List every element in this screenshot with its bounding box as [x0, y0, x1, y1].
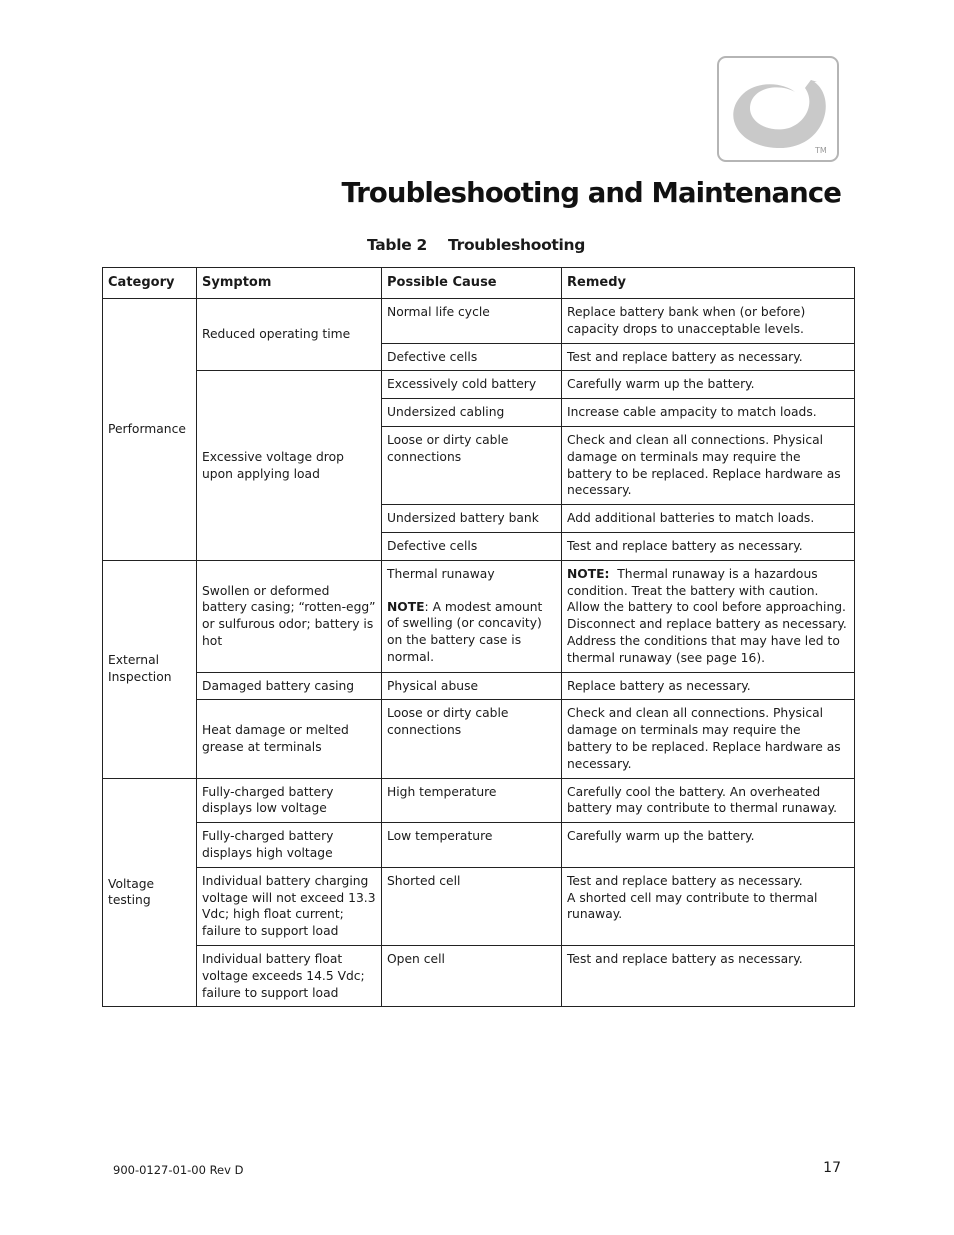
table-row	[103, 823, 855, 868]
header-category: Category	[103, 268, 197, 299]
page-number: 17	[823, 1160, 841, 1176]
symptom-cell: Individual battery float voltage exceeds 14.5 Vdc; failure to support load	[197, 945, 382, 1006]
symptom-cell: Swollen or deformed battery casing; “rotten-egg” or sulfurous odor; battery is hot	[197, 560, 382, 672]
cause-cell: Loose or dirty cable connections	[382, 700, 562, 778]
note-text: : A modest amount of swelling (or concavity) on the battery case is normal.	[387, 599, 543, 664]
company-logo	[717, 56, 839, 162]
cause-text: Thermal runaway	[387, 566, 495, 581]
table-row	[103, 672, 855, 700]
remedy-extra-text: A shorted cell may contribute to thermal runaway.	[567, 890, 818, 922]
remedy-text: Test and replace battery as necessary.	[567, 873, 803, 888]
remedy-text: Thermal runaway is a hazardous condition. Treat the battery with caution. Allow the battery to cool before approaching. Disconnect and replace battery as necessary. Address the conditions that may have led to thermal runaway (see page 16).	[567, 566, 847, 665]
cause-cell: High temperature	[382, 778, 562, 823]
note-label: NOTE	[387, 599, 425, 614]
cause-cell: Undersized battery bank	[382, 505, 562, 533]
remedy-cell	[562, 560, 855, 672]
table-row	[103, 700, 855, 778]
symptom-cell: Damaged battery casing	[197, 672, 382, 700]
remedy-cell	[562, 867, 855, 945]
symptom-cell: Excessive voltage drop upon applying load	[197, 371, 382, 560]
note-label: NOTE:	[567, 566, 610, 581]
symptom-cell: Fully-charged battery displays low voltage	[197, 778, 382, 823]
remedy-cell: Test and replace battery as necessary.	[562, 343, 855, 371]
logo-swirl-icon	[719, 58, 837, 160]
remedy-cell: Test and replace battery as necessary.	[562, 532, 855, 560]
table-number: Table 2	[367, 236, 428, 254]
category-cell: External Inspection	[103, 560, 197, 778]
remedy-cell: Carefully warm up the battery.	[562, 371, 855, 399]
cause-cell: Open cell	[382, 945, 562, 1006]
cause-cell	[382, 560, 562, 672]
remedy-cell: Test and replace battery as necessary.	[562, 945, 855, 1006]
remedy-cell: Check and clean all connections. Physical damage on terminals may require the battery to be replaced. Replace hardware as necessary.	[562, 700, 855, 778]
table-row	[103, 371, 855, 399]
symptom-cell: Fully-charged battery displays high voltage	[197, 823, 382, 868]
troubleshooting-table	[102, 267, 855, 1007]
symptom-cell: Heat damage or melted grease at terminals	[197, 700, 382, 778]
symptom-cell: Reduced operating time	[197, 299, 382, 371]
table-header-row	[103, 268, 855, 299]
cause-cell: Low temperature	[382, 823, 562, 868]
header-possible-cause: Possible Cause	[382, 268, 562, 299]
table-caption	[367, 236, 585, 254]
cause-cell: Physical abuse	[382, 672, 562, 700]
page-title: Troubleshooting and Maintenance	[341, 177, 841, 209]
remedy-cell: Replace battery as necessary.	[562, 672, 855, 700]
table-row	[103, 299, 855, 344]
header-symptom: Symptom	[197, 268, 382, 299]
remedy-cell: Increase cable ampacity to match loads.	[562, 399, 855, 427]
document-number: 900-0127-01-00 Rev D	[113, 1163, 244, 1177]
table-row	[103, 560, 855, 672]
cause-cell: Shorted cell	[382, 867, 562, 945]
table-row	[103, 945, 855, 1006]
remedy-cell: Add additional batteries to match loads.	[562, 505, 855, 533]
symptom-cell: Individual battery charging voltage will not exceed 13.3 Vdc; high float current; failure to support load	[197, 867, 382, 945]
remedy-cell: Carefully warm up the battery.	[562, 823, 855, 868]
cause-cell: Normal life cycle	[382, 299, 562, 344]
table-row	[103, 867, 855, 945]
trademark-text: TM	[815, 146, 827, 155]
header-remedy: Remedy	[562, 268, 855, 299]
remedy-cell: Carefully cool the battery. An overheated battery may contribute to thermal runaway.	[562, 778, 855, 823]
table-title: Troubleshooting	[448, 236, 586, 254]
table-row	[103, 778, 855, 823]
remedy-cell: Replace battery bank when (or before) capacity drops to unacceptable levels.	[562, 299, 855, 344]
category-cell: Voltage testing	[103, 778, 197, 1007]
cause-cell: Defective cells	[382, 532, 562, 560]
cause-cell: Defective cells	[382, 343, 562, 371]
remedy-cell: Check and clean all connections. Physical damage on terminals may require the battery to be replaced. Replace hardware as necessary.	[562, 426, 855, 504]
cause-cell: Loose or dirty cable connections	[382, 426, 562, 504]
cause-cell: Undersized cabling	[382, 399, 562, 427]
cause-cell: Excessively cold battery	[382, 371, 562, 399]
category-cell: Performance	[103, 299, 197, 561]
